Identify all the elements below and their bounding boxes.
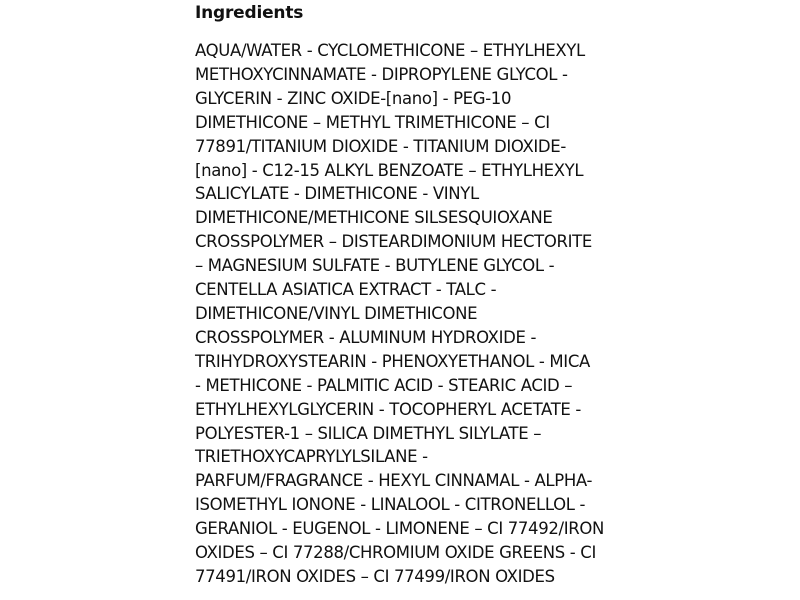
ingredients-line: TRIETHOXYCAPRYLYLSILANE - (195, 447, 428, 467)
ingredients-line: TRIHYDROXYSTEARIN - PHENOXYETHANOL - MICA (195, 351, 590, 371)
ingredients-line: POLYESTER-1 – SILICA DIMETHYL SILYLATE – (195, 423, 542, 443)
ingredients-panel (195, 0, 615, 589)
ingredients-line: - METHICONE - PALMITIC ACID - STEARIC ACID – (195, 375, 573, 395)
ingredients-line: DIMETHICONE/METHICONE SILSESQUIOXANE (195, 208, 553, 228)
ingredients-line: DIMETHICONE/VINYL DIMETHICONE (195, 303, 478, 323)
ingredients-line: CENTELLA ASIATICA EXTRACT - TALC - (195, 280, 497, 300)
ingredients-line: SALICYLATE - DIMETHICONE - VINYL (195, 184, 479, 204)
ingredients-line: [nano] - C12-15 ALKYL BENZOATE – ETHYLHEXYL (195, 160, 584, 180)
ingredients-line: ISOMETHYL IONONE - LINALOOL - CITRONELLOL - (195, 495, 586, 515)
ingredients-line: GERANIOL - EUGENOL - LIMONENE – CI 77492/IRON (195, 519, 604, 539)
ingredients-line: CROSSPOLYMER - ALUMINUM HYDROXIDE - (195, 327, 537, 347)
ingredients-line: PARFUM/FRAGRANCE - HEXYL CINNAMAL - ALPHA- (195, 471, 593, 491)
ingredients-line: OXIDES – CI 77288/CHROMIUM OXIDE GREENS - CI (195, 543, 596, 563)
ingredients-line: CROSSPOLYMER – DISTEARDIMONIUM HECTORITE (195, 232, 592, 252)
ingredients-line: 77491/IRON OXIDES – CI 77499/IRON OXIDES (195, 566, 555, 586)
ingredients-line: 77891/TITANIUM DIOXIDE - TITANIUM DIOXIDE- (195, 136, 566, 156)
ingredients-line: AQUA/WATER - CYCLOMETHICONE – ETHYLHEXYL (195, 41, 585, 60)
ingredients-line: GLYCERIN - ZINC OXIDE-[nano] - PEG-10 (195, 88, 512, 108)
ingredients-line: ETHYLHEXYLGLYCERIN - TOCOPHERYL ACETATE - (195, 399, 582, 419)
ingredients-heading: Ingredients (195, 3, 304, 23)
ingredients-line: METHOXYCINNAMATE - DIPROPYLENE GLYCOL - (195, 64, 568, 84)
ingredients-list (195, 39, 615, 589)
ingredients-line: – MAGNESIUM SULFATE - BUTYLENE GLYCOL - (195, 256, 555, 276)
ingredients-line: DIMETHICONE – METHYL TRIMETHICONE – CI (195, 112, 550, 132)
